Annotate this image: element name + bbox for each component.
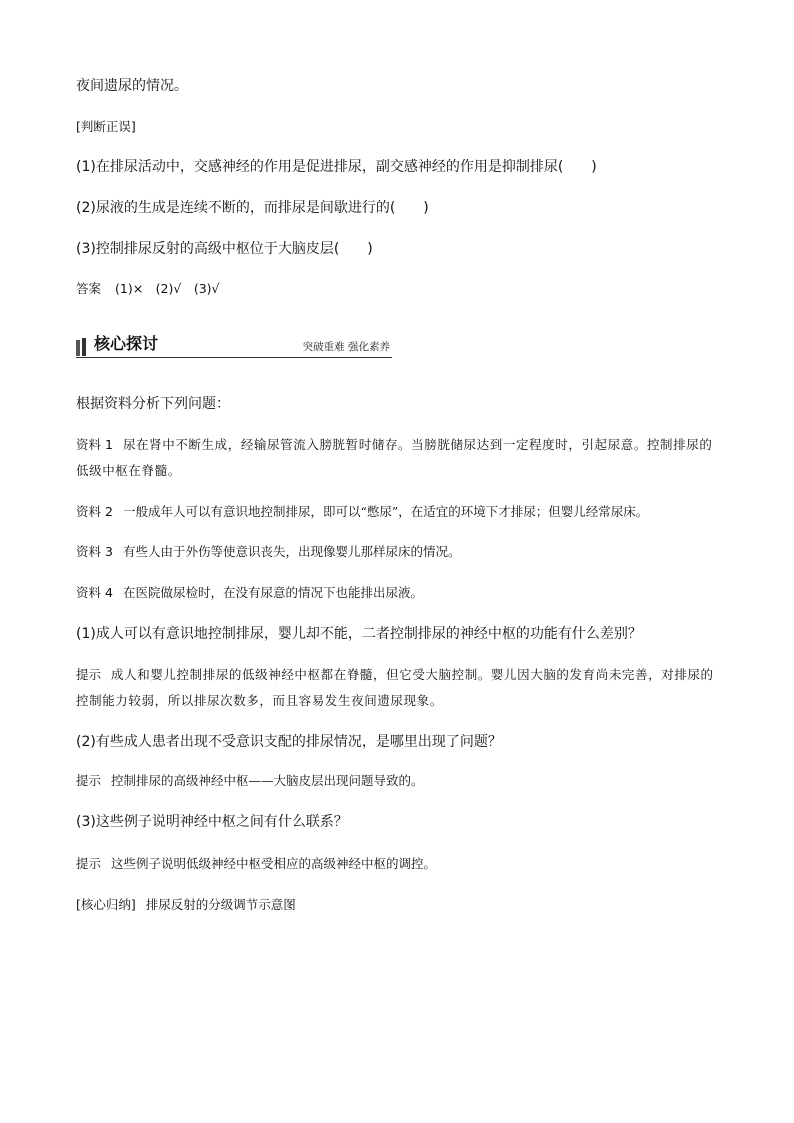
summary-label: [核心归纳]	[76, 897, 136, 912]
summary-line	[76, 899, 296, 912]
material-text: 尿在肾中不断生成，经输尿管流入膀胱暂时储存。当膀胱储尿达到一定程度时，引起尿意。控制排尿的低级中枢在脊髓。	[76, 437, 713, 478]
section-subtitle: 突破重难 强化素养	[302, 341, 390, 353]
intro-tail-text: 夜间遗尿的情况。	[76, 78, 188, 94]
judge-item-3: (3)控制排尿反射的高级中枢位于大脑皮层( )	[76, 241, 373, 257]
section-header	[76, 336, 392, 358]
hint-label: 提示	[76, 773, 102, 788]
material-text: 在医院做尿检时，在没有尿意的情况下也能排出尿液。	[122, 585, 423, 600]
judge-heading: [判断正误]	[76, 119, 136, 134]
judge-answer	[76, 283, 220, 296]
material-label: 资料 4	[76, 585, 113, 600]
material-2	[76, 506, 648, 519]
summary-text: 排尿反射的分级调节示意图	[145, 897, 296, 912]
lead-text: 根据资料分析下列问题：	[76, 396, 230, 412]
section-marker-icon-2	[82, 338, 86, 356]
question-1: (1)成人可以有意识地控制排尿，婴儿却不能，二者控制排尿的神经中枢的功能有什么差别？	[76, 626, 642, 642]
judge-item-2: (2)尿液的生成是连续不断的，而排尿是间歇进行的( )	[76, 200, 429, 216]
material-1	[76, 432, 722, 484]
material-label: 资料 2	[76, 504, 113, 519]
question-3: (3)这些例子说明神经中枢之间有什么联系？	[76, 814, 348, 830]
answer-text: (1)× (2)√ (3)√	[115, 281, 220, 296]
section-rule	[76, 357, 392, 358]
material-label: 资料 3	[76, 544, 113, 559]
material-text: 有些人由于外伤等使意识丧失，出现像婴儿那样尿床的情况。	[122, 544, 461, 559]
judge-item-1: (1)在排尿活动中，交感神经的作用是促进排尿，副交感神经的作用是抑制排尿( )	[76, 159, 597, 175]
material-text: 一般成年人可以有意识地控制排尿，即可以“憋尿”，在适宜的环境下才排尿；但婴儿经常尿床。	[122, 504, 649, 519]
material-4	[76, 587, 423, 600]
hint-text: 这些例子说明低级神经中枢受相应的高级神经中枢的调控。	[111, 856, 437, 871]
hint-label: 提示	[76, 856, 102, 871]
hint-2	[76, 775, 424, 788]
hint-text: 控制排尿的高级神经中枢——大脑皮层出现问题导致的。	[111, 773, 424, 788]
hint-1	[76, 662, 722, 714]
answer-label: 答案	[76, 281, 102, 296]
hint-label: 提示	[76, 667, 102, 682]
hint-text: 成人和婴儿控制排尿的低级神经中枢都在脊髓，但它受大脑控制。婴儿因大脑的发育尚未完善，对排尿的控制能力较弱，所以排尿次数多，而且容易发生夜间遗尿现象。	[76, 667, 714, 708]
section-title: 核心探讨	[94, 334, 159, 353]
hint-3	[76, 858, 436, 871]
material-3	[76, 546, 460, 559]
question-2: (2)有些成人患者出现不受意识支配的排尿情况，是哪里出现了问题？	[76, 734, 502, 750]
section-marker-icon	[76, 340, 80, 356]
material-label: 资料 1	[76, 437, 113, 452]
